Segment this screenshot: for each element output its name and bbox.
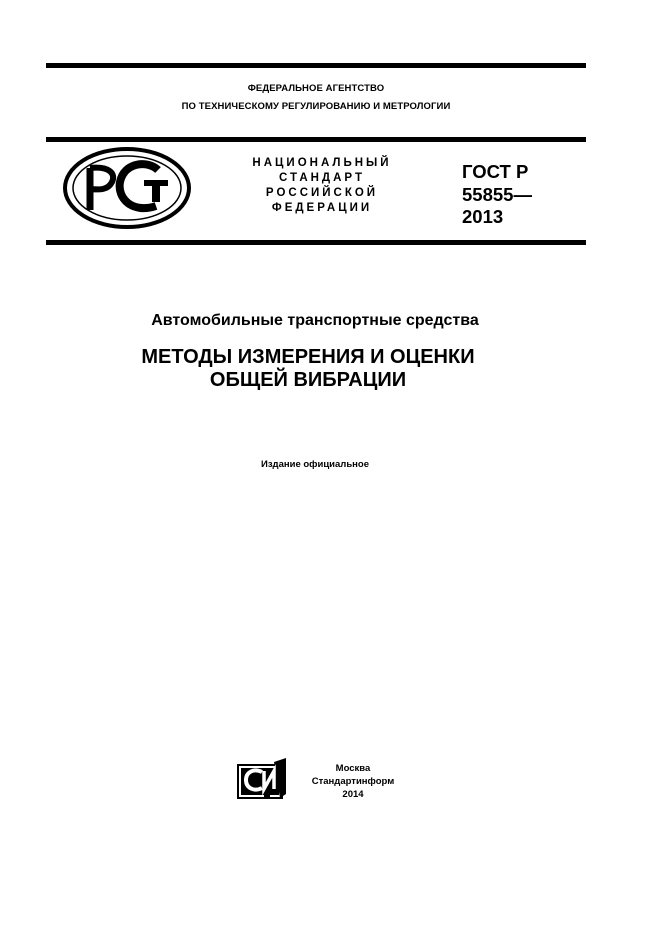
standartinform-logo-icon [236, 758, 288, 800]
document-subject: Автомобильные транспортные средства [151, 312, 479, 329]
publisher-year: 2014 [342, 789, 364, 800]
edition-label: Издание официальное [261, 459, 369, 470]
publisher-name: Стандартинформ [311, 776, 395, 787]
national-standard-line-4: ФЕДЕРАЦИИ [271, 202, 373, 214]
agency-line-2: ПО ТЕХНИЧЕСКОМУ РЕГУЛИРОВАНИЮ И МЕТРОЛОГИИ [181, 101, 451, 112]
publisher-city: Москва [335, 763, 371, 774]
rst-logo-icon [62, 146, 192, 230]
gost-designation-line-3: 2013 [462, 206, 504, 227]
top-rule [46, 63, 586, 68]
gost-designation-line-1: ГОСТ Р [462, 161, 529, 182]
standard-block-top-rule [46, 137, 586, 142]
national-standard-line-1: НАЦИОНАЛЬНЫЙ [252, 157, 392, 169]
agency-line-1: ФЕДЕРАЛЬНОЕ АГЕНТСТВО [247, 83, 385, 94]
national-standard-line-3: РОССИЙСКОЙ [265, 187, 379, 199]
standard-block-bottom-rule [46, 240, 586, 245]
gost-designation-line-2: 55855— [462, 184, 532, 205]
national-standard-line-2: СТАНДАРТ [279, 172, 365, 184]
document-title-line-2: ОБЩЕЙ ВИБРАЦИИ [209, 369, 407, 391]
document-title-line-1: МЕТОДЫ ИЗМЕРЕНИЯ И ОЦЕНКИ [141, 346, 475, 368]
